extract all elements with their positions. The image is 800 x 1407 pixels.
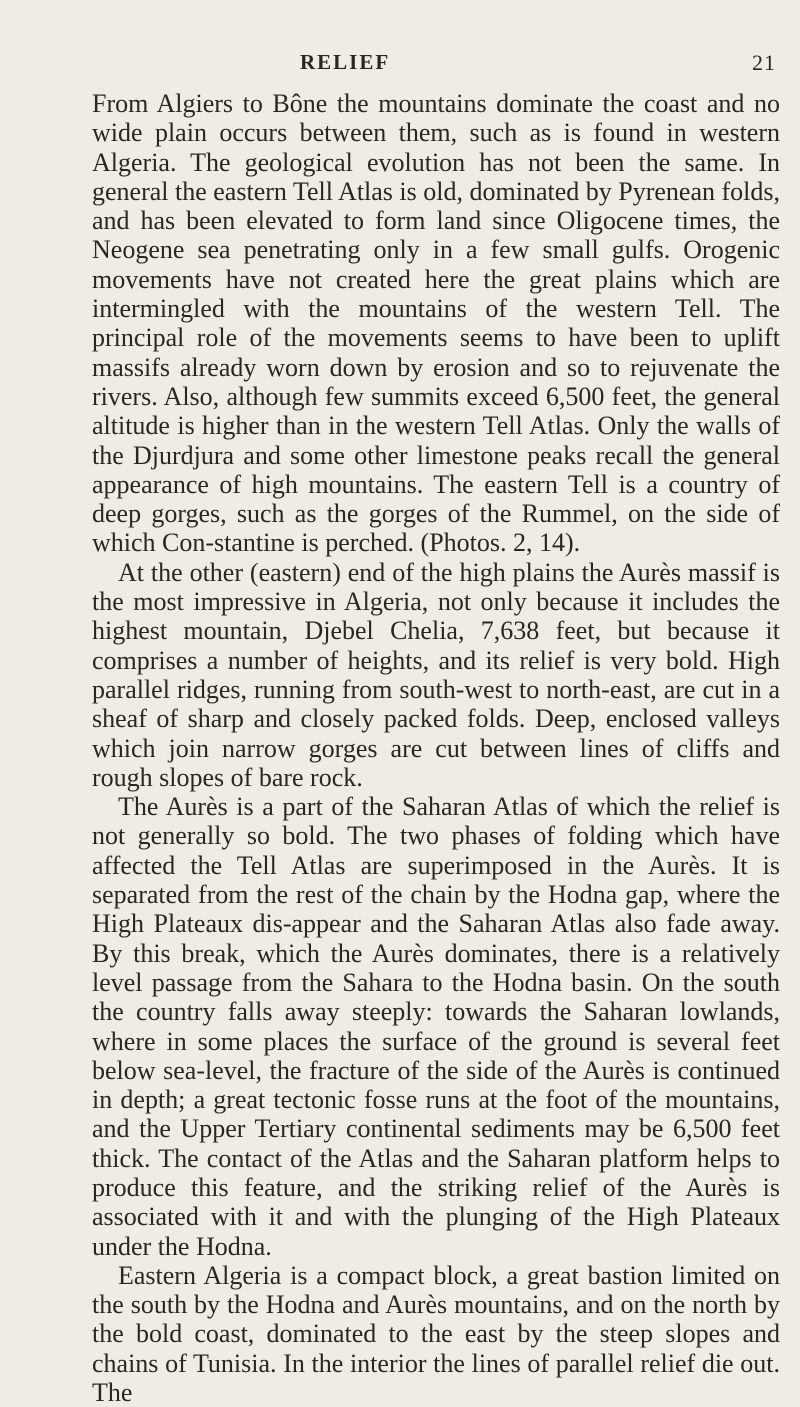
page-number: 21 xyxy=(752,50,776,75)
running-head xyxy=(0,50,800,80)
paragraph-saharan-atlas: The Aurès is a part of the Saharan Atlas of which the relief is not generally so bold. The two phases of folding which have affected the Tell Atlas are superimposed in the Aurès. It is separated from the rest of the chain by the Hodna gap, where the High Plateaux dis-appear and the Saharan Atlas also fade away. By this break, which the Aurès dominates, there is a relatively level passage from the Sahara to the Hodna basin. On the south the country falls away steeply: towards the Saharan lowlands, where in some places the surface of the ground is several feet below sea-level, the fracture of the side of the Aurès is continued in depth; a great tectonic fosse runs at the foot of the mountains, and the Upper Tertiary continental sediments may be 6,500 feet thick. The contact of the Atlas and the Saharan platform helps to produce this feature, and the striking relief of the Aurès is associated with it and with the plunging of the High Plateaux under the Hodna. xyxy=(92,792,780,1261)
paragraph-eastern-algeria: Eastern Algeria is a compact block, a great bastion limited on the south by the Hodna and Aurès mountains, and on the north by the bold coast, dominated to the east by the steep slopes and chains of Tunisia. In the interior the lines of parallel relief die out. The xyxy=(92,1260,780,1407)
paragraph-coast: From Algiers to Bône the mountains dominate the coast and no wide plain occurs between them, such as is found in western Algeria. The geological evolution has not been the same. In general the eastern Tell Atlas is old, dominated by Pyrenean folds, and has been elevated to form land since Oligocene times, the Neogene sea penetrating only in a few small gulfs. Orogenic movements have not created here the great plains which are intermingled with the mountains of the western Tell. The principal role of the movements seems to have been to uplift massifs already worn down by erosion and so to rejuvenate the rivers. Also, although few summits exceed 6,500 feet, the general altitude is higher than in the western Tell Atlas. Only the walls of the Djurdjura and some other limestone peaks recall the general appearance of high mountains. The eastern Tell is a country of deep gorges, such as the gorges of the Rummel, on the side of which Con-stantine is perched. (Photos. 2, 14). xyxy=(92,89,780,558)
paragraph-aures-massif: At the other (eastern) end of the high plains the Aurès massif is the most impressive in Algeria, not only because it includes the highest mountain, Djebel Chelia, 7,638 feet, but because it comprises a number of heights, and its relief is very bold. High parallel ridges, running from south-west to north-east, are cut in a sheaf of sharp and closely packed folds. Deep, enclosed valleys which join narrow gorges are cut between lines of cliffs and rough slopes of bare rock. xyxy=(92,557,780,792)
running-title: RELIEF xyxy=(300,50,391,74)
body-text xyxy=(92,89,780,1407)
